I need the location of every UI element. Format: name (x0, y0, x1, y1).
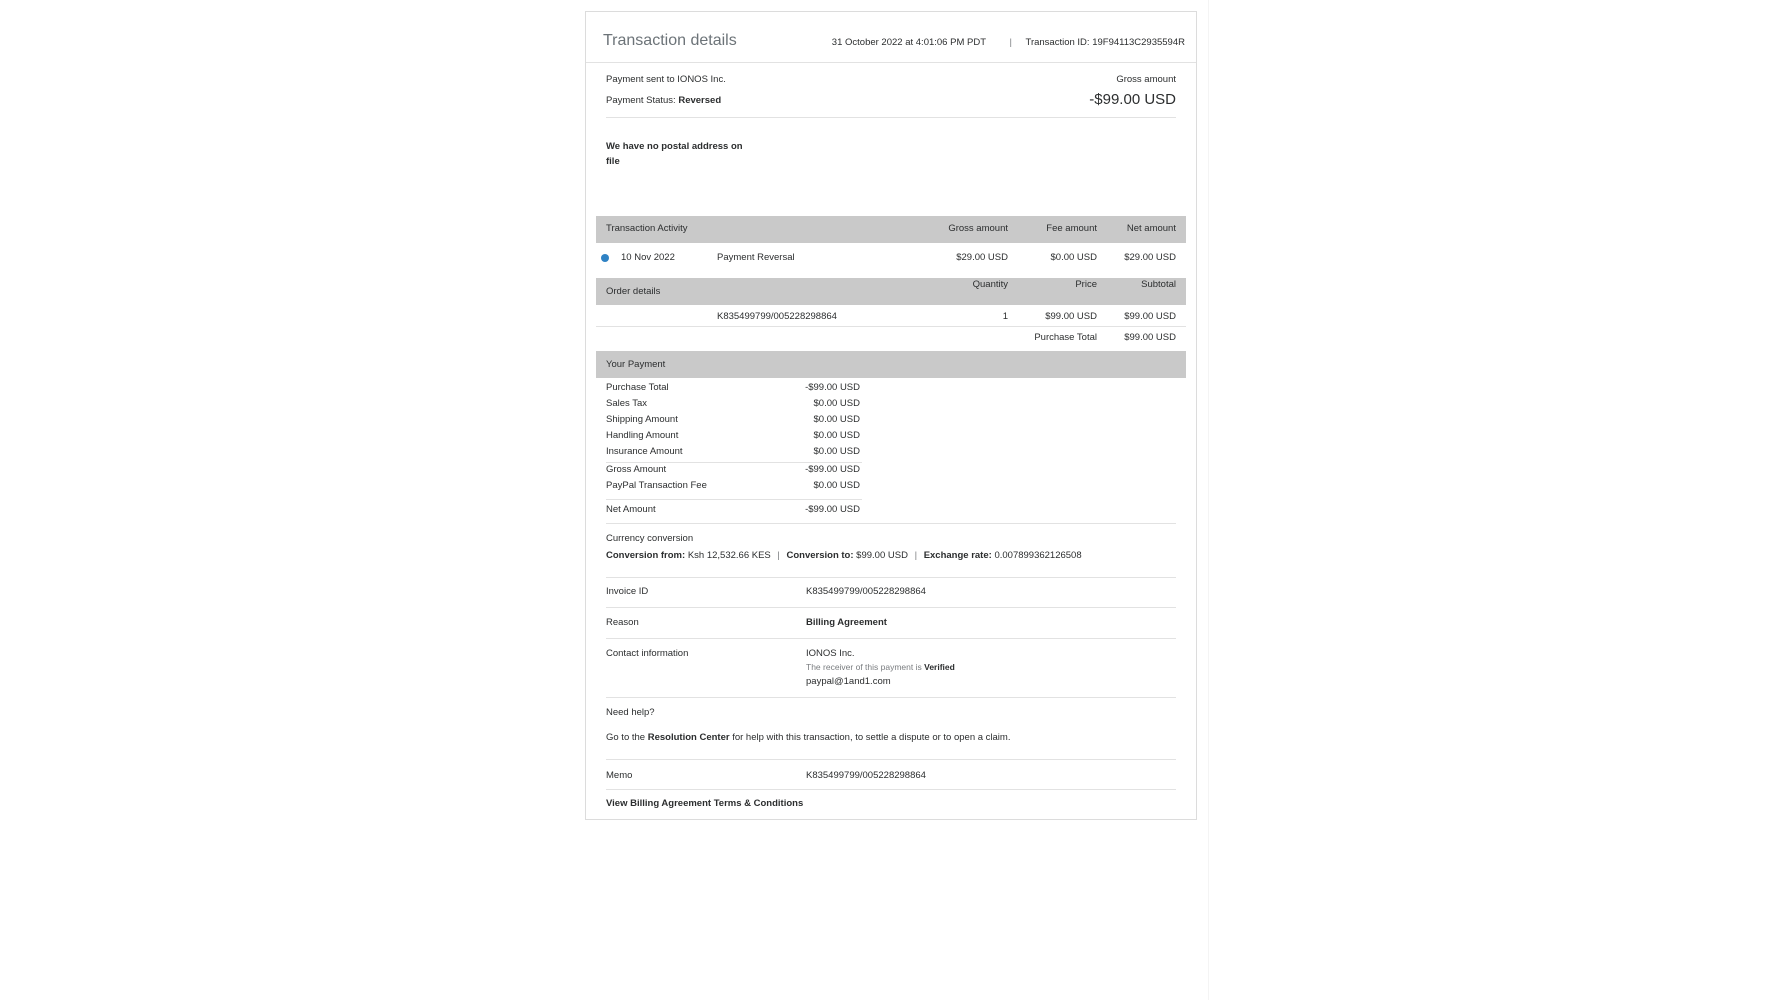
exchange-rate-label: Exchange rate: (923, 550, 992, 561)
contact-verification (806, 662, 955, 672)
transaction-id: Transaction ID: 19F94113C2935594R (1025, 37, 1185, 48)
invoice-id-label: Invoice ID (606, 586, 649, 597)
reason-value: Billing Agreement (806, 617, 887, 628)
payment-line-label: Shipping Amount (606, 414, 678, 425)
payment-line-value: -$99.00 USD (805, 464, 860, 475)
transaction-details-card (585, 11, 1197, 820)
conversion-separator: | (914, 550, 918, 561)
order-item-name: K835499799/005228298864 (717, 311, 837, 322)
payment-line-value: $0.00 USD (813, 446, 860, 457)
order-item-divider (596, 326, 1186, 327)
activity-status-dot (601, 254, 609, 262)
payment-line-label: PayPal Transaction Fee (606, 480, 707, 491)
help-text-after: for help with this transaction, to settle a dispute or to open a claim. (732, 732, 1011, 743)
your-payment-band (596, 351, 1186, 378)
payment-line-value: $0.00 USD (813, 480, 860, 491)
order-header-quantity: Quantity (972, 279, 1008, 290)
postal-address-notice: We have no postal address on file (606, 141, 743, 167)
payment-net-divider (606, 499, 862, 500)
activity-type-link[interactable]: Payment Reversal (717, 252, 795, 263)
memo-label: Memo (606, 770, 633, 781)
order-header-subtotal: Subtotal (1141, 279, 1176, 290)
payment-line-value: -$99.00 USD (805, 504, 860, 515)
currency-divider (606, 577, 1176, 578)
payment-status-value: Reversed (678, 95, 722, 106)
reason-label: Reason (606, 617, 639, 628)
verified-badge: Verified (924, 662, 955, 672)
order-header-title: Order details (606, 286, 661, 297)
invoice-divider (606, 607, 1176, 608)
payment-line-value: $0.00 USD (813, 430, 860, 441)
contact-receiver-text: The receiver of this payment is (806, 662, 922, 672)
billing-terms-link[interactable]: View Billing Agreement Terms & Conditions (606, 798, 804, 809)
payment-status (606, 95, 721, 106)
activity-header-title: Transaction Activity (606, 223, 688, 234)
summary-divider (606, 117, 1176, 118)
order-item-subtotal: $99.00 USD (1124, 311, 1176, 322)
payment-line-label: Handling Amount (606, 430, 679, 441)
transaction-datetime: 31 October 2022 at 4:01:06 PM PDT (831, 37, 986, 48)
payment-line-label: Sales Tax (606, 398, 648, 409)
payment-line-value: -$99.00 USD (805, 382, 860, 393)
activity-date: 10 Nov 2022 (621, 252, 675, 263)
invoice-id-value: K835499799/005228298864 (806, 586, 926, 597)
purchase-total-value: $99.00 USD (1124, 332, 1176, 343)
page-title: Transaction details (603, 32, 737, 49)
order-item-quantity: 1 (1002, 311, 1008, 322)
header-divider (586, 62, 1196, 63)
payment-line-label: Purchase Total (606, 382, 669, 393)
activity-gross: $29.00 USD (956, 252, 1008, 263)
gross-amount-value: -$99.00 USD (1089, 91, 1176, 108)
help-text-before: Go to the (606, 732, 646, 743)
memo-divider (606, 789, 1176, 790)
contact-email: paypal@1and1.com (806, 676, 891, 687)
memo-value: K835499799/005228298864 (806, 770, 926, 781)
header-separator: | (1009, 37, 1012, 48)
payment-line-label: Gross Amount (606, 464, 667, 475)
need-help-title: Need help? (606, 707, 655, 718)
gross-amount-label: Gross amount (1116, 74, 1176, 85)
activity-fee: $0.00 USD (1050, 252, 1097, 263)
order-header-price: Price (1075, 279, 1097, 290)
activity-header-fee: Fee amount (1046, 223, 1097, 234)
resolution-center-link[interactable]: Resolution Center (647, 732, 730, 743)
contact-divider (606, 697, 1176, 698)
payment-subtotal-divider (606, 462, 862, 463)
payment-line-value: $0.00 USD (813, 398, 860, 409)
your-payment-title: Your Payment (606, 359, 666, 370)
help-divider (606, 759, 1176, 760)
activity-net: $29.00 USD (1124, 252, 1176, 263)
currency-conversion-details (606, 550, 1082, 561)
exchange-rate-value: 0.007899362126508 (994, 550, 1082, 561)
help-text (606, 732, 1010, 743)
payment-line-value: $0.00 USD (813, 414, 860, 425)
order-item-price: $99.00 USD (1045, 311, 1097, 322)
contact-info-label: Contact information (606, 648, 689, 659)
conversion-from-value: Ksh 12,532.66 KES (687, 550, 771, 561)
payment-section-divider (606, 523, 1176, 524)
payment-status-label: Payment Status: (606, 95, 676, 106)
contact-name: IONOS Inc. (806, 648, 855, 659)
payment-sent-to: Payment sent to IONOS Inc. (606, 74, 726, 85)
conversion-to-value: $99.00 USD (856, 550, 908, 561)
payment-line-label: Net Amount (606, 504, 656, 515)
reason-divider (606, 638, 1176, 639)
conversion-to-label: Conversion to: (786, 550, 854, 561)
activity-header-gross: Gross amount (948, 223, 1008, 234)
conversion-separator: | (777, 550, 780, 561)
currency-conversion-title: Currency conversion (606, 533, 694, 544)
page-edge-line (1208, 0, 1209, 1000)
payment-line-label: Insurance Amount (606, 446, 683, 457)
purchase-total-label: Purchase Total (1034, 332, 1097, 343)
conversion-from-label: Conversion from: (606, 550, 686, 561)
order-header-band (596, 278, 1186, 305)
activity-header-net: Net amount (1126, 223, 1176, 234)
